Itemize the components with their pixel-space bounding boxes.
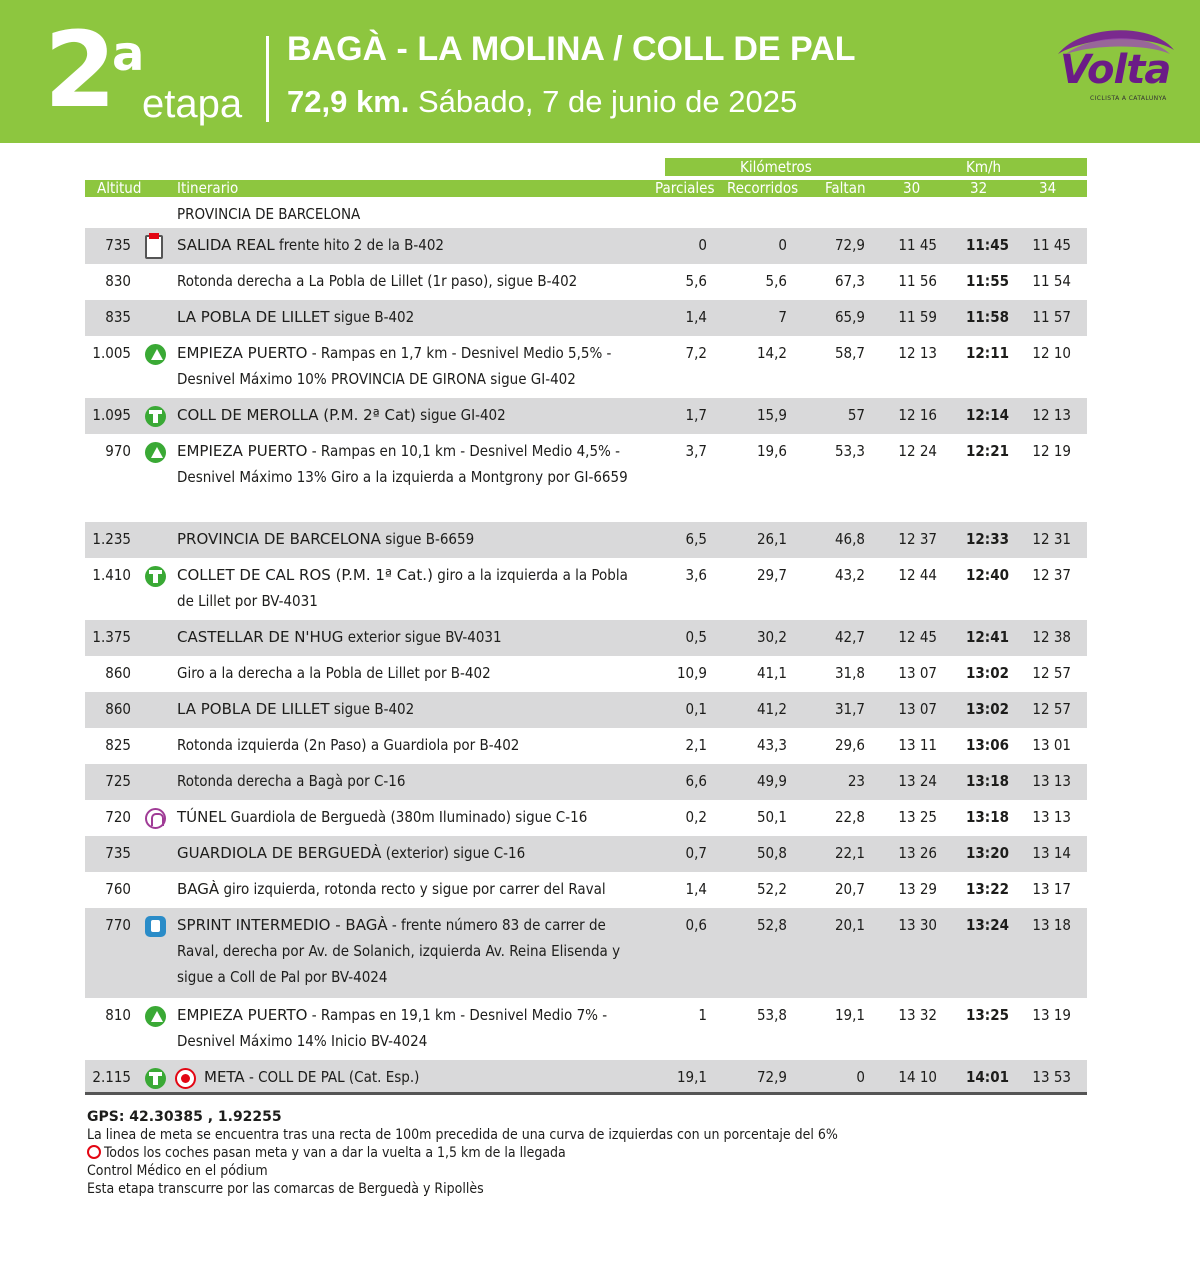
time-32kmh: 13:02 xyxy=(966,664,1009,682)
time-34kmh: 12 57 xyxy=(1032,700,1071,718)
time-30kmh: 13 29 xyxy=(898,880,937,898)
km-parciales: 10,9 xyxy=(676,664,707,682)
itinerary-desc: Rotonda izquierda (2n Paso) a Guardiola por B-402 xyxy=(177,736,520,754)
itinerary-desc: - Rampas en 10,1 km - Desnivel Medio 4,5% - Desnivel Máximo 13% Giro a la izquierda a Montgrony por GI-6659 xyxy=(177,442,628,486)
route-date: Sábado, 7 de junio de 2025 xyxy=(418,84,798,119)
time-32kmh: 13:06 xyxy=(966,736,1009,754)
km-faltan: 67,3 xyxy=(834,272,865,290)
col-speed-32: 32 xyxy=(970,179,988,197)
altitude: 725 xyxy=(105,772,131,790)
km-faltan: 57 xyxy=(847,406,865,424)
table-row xyxy=(85,692,1087,728)
time-30kmh: 12 37 xyxy=(898,530,937,548)
note-comarcas: Esta etapa transcurre por las comarcas de Berguedà y Ripollès xyxy=(87,1181,484,1197)
km-parciales: 6,6 xyxy=(685,772,707,790)
header-kilometros: Kilómetros xyxy=(740,158,812,176)
km-faltan: 23 xyxy=(847,772,865,790)
itinerary-text xyxy=(177,232,647,258)
km-faltan: 31,7 xyxy=(834,700,865,718)
itinerary-text xyxy=(177,624,647,650)
km-recorridos: 52,2 xyxy=(756,880,787,898)
km-recorridos: 30,2 xyxy=(756,628,787,646)
time-30kmh: 13 07 xyxy=(898,664,937,682)
time-34kmh: 13 01 xyxy=(1032,736,1071,754)
altitude: 1.095 xyxy=(92,406,131,424)
header-group-bar xyxy=(665,158,1087,176)
itinerary-title: CASTELLAR DE N'HUG xyxy=(177,628,344,646)
altitude: 1.375 xyxy=(92,628,131,646)
time-32kmh: 12:41 xyxy=(966,628,1009,646)
itinerary-desc: sigue GI-402 xyxy=(415,406,506,424)
car-ring-icon xyxy=(87,1145,101,1159)
time-32kmh: 11:55 xyxy=(966,272,1009,290)
itinerary-table xyxy=(85,198,1087,1092)
col-itinerario: Itinerario xyxy=(177,179,239,197)
table-row xyxy=(85,764,1087,800)
time-30kmh: 12 16 xyxy=(898,406,937,424)
itinerary-title: LA POBLA DE LILLET xyxy=(177,700,330,718)
route-title: BAGÀ - LA MOLINA / COLL DE PAL xyxy=(287,30,856,68)
altitude: 1.410 xyxy=(92,566,131,584)
gps-coordinates: GPS: 42.30385 , 1.92255 xyxy=(87,1109,282,1125)
altitude: 735 xyxy=(105,236,131,254)
time-34kmh: 13 17 xyxy=(1032,880,1071,898)
itinerary-text xyxy=(177,526,647,552)
time-30kmh: 13 32 xyxy=(898,1006,937,1024)
km-faltan: 0 xyxy=(856,1068,865,1086)
km-parciales: 0,7 xyxy=(685,844,707,862)
itinerary-text xyxy=(177,268,647,294)
itinerary-title: BAGÀ xyxy=(177,880,220,898)
itinerary-text xyxy=(177,696,647,722)
itinerary-desc: sigue B-402 xyxy=(329,700,415,718)
climb-start-icon xyxy=(145,341,166,367)
time-34kmh: 13 53 xyxy=(1032,1068,1071,1086)
time-32kmh: 13:22 xyxy=(966,880,1009,898)
time-32kmh: 11:45 xyxy=(966,236,1009,254)
climb-start-icon xyxy=(145,439,166,465)
altitude: 860 xyxy=(105,700,131,718)
altitude: 835 xyxy=(105,308,131,326)
table-row xyxy=(85,620,1087,656)
itinerary-text xyxy=(177,732,647,758)
km-parciales: 1,4 xyxy=(685,308,707,326)
itinerary-desc: - Rampas en 1,7 km - Desnivel Medio 5,5% - Desnivel Máximo 10% PROVINCIA DE GIRONA sigue GI-402 xyxy=(177,344,612,388)
km-recorridos: 52,8 xyxy=(756,916,787,934)
itinerary-desc: Guardiola de Berguedà (380m Iluminado) sigue C-16 xyxy=(226,808,588,826)
km-parciales: 3,6 xyxy=(685,566,707,584)
km-recorridos: 15,9 xyxy=(756,406,787,424)
table-row xyxy=(85,800,1087,836)
table-row xyxy=(85,872,1087,908)
altitude: 1.235 xyxy=(92,530,131,548)
km-faltan: 43,2 xyxy=(834,566,865,584)
volta-logo-text: Volta xyxy=(1060,47,1171,93)
itinerary-title: EMPIEZA PUERTO xyxy=(177,344,308,362)
mountain-pass-icon xyxy=(145,1065,166,1091)
altitude: 830 xyxy=(105,272,131,290)
route-subtitle xyxy=(287,86,797,117)
km-parciales: 1,7 xyxy=(685,406,707,424)
altitude: 720 xyxy=(105,808,131,826)
itinerary-text xyxy=(177,1002,647,1054)
mountain-pass-icon xyxy=(145,563,166,589)
itinerary-desc: sigue B-6659 xyxy=(380,530,475,548)
time-34kmh: 12 10 xyxy=(1032,344,1071,362)
col-faltan: Faltan xyxy=(825,179,866,197)
table-row xyxy=(85,998,1087,1060)
km-faltan: 46,8 xyxy=(834,530,865,548)
note-medical: Control Médico en el pódium xyxy=(87,1163,268,1179)
time-30kmh: 14 10 xyxy=(898,1068,937,1086)
itinerary-text xyxy=(177,340,647,392)
itinerary-text xyxy=(177,876,647,902)
km-parciales: 1 xyxy=(698,1006,707,1024)
itinerary-title: TÚNEL xyxy=(177,808,227,826)
table-row xyxy=(85,908,1087,998)
table-header xyxy=(85,180,1087,197)
itinerary-desc: - Rampas en 19,1 km - Desnivel Medio 7% - Desnivel Máximo 14% Inicio BV-4024 xyxy=(177,1006,608,1050)
itinerary-desc: frente hito 2 de la B-402 xyxy=(274,236,445,254)
itinerary-text xyxy=(177,768,647,794)
sprint-icon xyxy=(145,913,166,939)
tunnel-icon xyxy=(145,805,166,831)
km-recorridos: 14,2 xyxy=(756,344,787,362)
stage-number-suffix: a xyxy=(112,26,145,82)
time-30kmh: 11 59 xyxy=(898,308,937,326)
itinerary-text xyxy=(177,304,647,330)
time-30kmh: 12 44 xyxy=(898,566,937,584)
km-faltan: 42,7 xyxy=(834,628,865,646)
km-faltan: 20,7 xyxy=(834,880,865,898)
km-faltan: 72,9 xyxy=(834,236,865,254)
time-32kmh: 13:18 xyxy=(966,808,1009,826)
time-32kmh: 12:40 xyxy=(966,566,1009,584)
time-30kmh: 13 11 xyxy=(898,736,937,754)
table-row xyxy=(85,300,1087,336)
km-recorridos: 26,1 xyxy=(756,530,787,548)
note-cars-text: Todos los coches pasan meta y van a dar la vuelta a 1,5 km de la llegada xyxy=(104,1145,566,1161)
table-row xyxy=(85,656,1087,692)
km-parciales: 0,1 xyxy=(685,700,707,718)
itinerary-desc: - frente número 83 de carrer de Raval, derecha por Av. de Solanich, izquierda Av. Reina Elisenda y sigue a Coll de Pal por BV-4024 xyxy=(177,916,621,986)
itinerary-text xyxy=(177,912,647,990)
table-row xyxy=(85,522,1087,558)
km-recorridos: 50,8 xyxy=(756,844,787,862)
time-34kmh: 12 19 xyxy=(1032,442,1071,460)
itinerary-title: COLLET DE CAL ROS (P.M. 1ª Cat.) xyxy=(177,566,433,584)
itinerary-text xyxy=(204,1064,674,1090)
km-parciales: 0,2 xyxy=(685,808,707,826)
itinerary-desc: Giro a la derecha a la Pobla de Lillet por B-402 xyxy=(177,664,491,682)
itinerary-desc: - COLL DE PAL (Cat. Esp.) xyxy=(244,1068,420,1086)
time-32kmh: 13:18 xyxy=(966,772,1009,790)
itinerary-desc: exterior sigue BV-4031 xyxy=(343,628,502,646)
finish-icon xyxy=(175,1065,196,1091)
itinerary-title: COLL DE MEROLLA (P.M. 2ª Cat) xyxy=(177,406,416,424)
itinerary-title: EMPIEZA PUERTO xyxy=(177,1006,308,1024)
itinerary-title: PROVINCIA DE BARCELONA xyxy=(177,530,381,548)
time-34kmh: 13 18 xyxy=(1032,916,1071,934)
itinerary-title: SPRINT INTERMEDIO - BAGÀ xyxy=(177,916,388,934)
km-recorridos: 41,2 xyxy=(756,700,787,718)
altitude: 760 xyxy=(105,880,131,898)
province-label: PROVINCIA DE BARCELONA xyxy=(177,205,361,223)
itinerary-desc: Rotonda derecha a Bagà por C-16 xyxy=(177,772,406,790)
time-34kmh: 12 31 xyxy=(1032,530,1071,548)
km-parciales: 5,6 xyxy=(685,272,707,290)
itinerary-title: LA POBLA DE LILLET xyxy=(177,308,330,326)
table-row xyxy=(85,434,1087,522)
itinerary-text xyxy=(177,840,647,866)
table-row xyxy=(85,1060,1087,1092)
time-34kmh: 12 38 xyxy=(1032,628,1071,646)
altitude: 770 xyxy=(105,916,131,934)
itinerary-title: SALIDA REAL xyxy=(177,236,275,254)
altitude: 810 xyxy=(105,1006,131,1024)
stage-word: etapa xyxy=(142,82,243,126)
km-faltan: 19,1 xyxy=(834,1006,865,1024)
km-parciales: 1,4 xyxy=(685,880,707,898)
table-row xyxy=(85,264,1087,300)
time-34kmh: 12 13 xyxy=(1032,406,1071,424)
time-32kmh: 12:11 xyxy=(966,344,1009,362)
time-32kmh: 12:14 xyxy=(966,406,1009,424)
table-row xyxy=(85,728,1087,764)
itinerary-title: META xyxy=(204,1068,245,1086)
time-34kmh: 13 19 xyxy=(1032,1006,1071,1024)
km-recorridos: 29,7 xyxy=(756,566,787,584)
itinerary-text xyxy=(177,804,647,830)
itinerary-desc: giro izquierda, rotonda recto y sigue por carrer del Raval xyxy=(219,880,606,898)
col-recorridos: Recorridos xyxy=(727,179,799,197)
col-speed-34: 34 xyxy=(1039,179,1057,197)
km-recorridos: 19,6 xyxy=(756,442,787,460)
col-speed-30: 30 xyxy=(903,179,921,197)
time-30kmh: 11 45 xyxy=(898,236,937,254)
km-faltan: 22,8 xyxy=(834,808,865,826)
altitude: 735 xyxy=(105,844,131,862)
itinerary-desc: giro a la izquierda a la Pobla de Lillet por BV-4031 xyxy=(177,566,628,610)
time-32kmh: 13:24 xyxy=(966,916,1009,934)
table-row xyxy=(85,836,1087,872)
time-34kmh: 13 13 xyxy=(1032,808,1071,826)
km-parciales: 3,7 xyxy=(685,442,707,460)
table-row xyxy=(85,228,1087,264)
km-parciales: 19,1 xyxy=(676,1068,707,1086)
time-32kmh: 12:33 xyxy=(966,530,1009,548)
km-recorridos: 50,1 xyxy=(756,808,787,826)
time-32kmh: 14:01 xyxy=(966,1068,1009,1086)
km-faltan: 22,1 xyxy=(834,844,865,862)
itinerary-title: EMPIEZA PUERTO xyxy=(177,442,308,460)
itinerary-desc: sigue B-402 xyxy=(329,308,415,326)
altitude: 860 xyxy=(105,664,131,682)
time-32kmh: 12:21 xyxy=(966,442,1009,460)
km-recorridos: 7 xyxy=(778,308,787,326)
header-kmh: Km/h xyxy=(966,158,1002,176)
time-30kmh: 13 07 xyxy=(898,700,937,718)
km-faltan: 58,7 xyxy=(834,344,865,362)
itinerary-desc: (exterior) sigue C-16 xyxy=(381,844,526,862)
time-30kmh: 12 13 xyxy=(898,344,937,362)
time-32kmh: 13:25 xyxy=(966,1006,1009,1024)
time-30kmh: 13 24 xyxy=(898,772,937,790)
km-faltan: 29,6 xyxy=(834,736,865,754)
note-finish-line: La linea de meta se encuentra tras una recta de 100m precedida de una curva de izquierdas con un porcentaje del 6% xyxy=(87,1127,838,1143)
km-parciales: 0 xyxy=(698,236,707,254)
km-faltan: 65,9 xyxy=(834,308,865,326)
time-30kmh: 11 56 xyxy=(898,272,937,290)
km-faltan: 31,8 xyxy=(834,664,865,682)
route-distance: 72,9 km. xyxy=(287,84,410,119)
km-recorridos: 53,8 xyxy=(756,1006,787,1024)
banner-divider xyxy=(266,36,269,122)
km-recorridos: 41,1 xyxy=(756,664,787,682)
itinerary-text xyxy=(177,562,647,614)
time-34kmh: 13 14 xyxy=(1032,844,1071,862)
pre-row xyxy=(85,198,1087,228)
itinerary-title: GUARDIOLA DE BERGUEDÀ xyxy=(177,844,382,862)
time-34kmh: 11 45 xyxy=(1032,236,1071,254)
time-32kmh: 11:58 xyxy=(966,308,1009,326)
notes xyxy=(87,1108,838,1198)
km-faltan: 20,1 xyxy=(834,916,865,934)
time-30kmh: 13 30 xyxy=(898,916,937,934)
itinerary-text xyxy=(177,402,647,428)
start-icon xyxy=(145,233,163,259)
table-row xyxy=(85,336,1087,398)
itinerary-desc: Rotonda derecha a La Pobla de Lillet (1r paso), sigue B-402 xyxy=(177,272,578,290)
km-recorridos: 0 xyxy=(778,236,787,254)
altitude: 825 xyxy=(105,736,131,754)
km-faltan: 53,3 xyxy=(834,442,865,460)
time-34kmh: 12 57 xyxy=(1032,664,1071,682)
stage-number: 2 xyxy=(44,9,113,131)
volta-logo-subtitle: CICLISTA A CATALUNYA xyxy=(1090,95,1167,102)
altitude: 2.115 xyxy=(92,1068,131,1086)
time-34kmh: 13 13 xyxy=(1032,772,1071,790)
col-altitud: Altitud xyxy=(97,179,142,197)
km-recorridos: 72,9 xyxy=(756,1068,787,1086)
time-34kmh: 11 57 xyxy=(1032,308,1071,326)
table-row xyxy=(85,398,1087,434)
time-30kmh: 13 25 xyxy=(898,808,937,826)
km-parciales: 0,5 xyxy=(685,628,707,646)
time-34kmh: 12 37 xyxy=(1032,566,1071,584)
time-34kmh: 11 54 xyxy=(1032,272,1071,290)
climb-start-icon xyxy=(145,1003,166,1029)
km-recorridos: 49,9 xyxy=(756,772,787,790)
time-32kmh: 13:20 xyxy=(966,844,1009,862)
table-bottom-rule xyxy=(85,1092,1087,1095)
km-parciales: 6,5 xyxy=(685,530,707,548)
km-recorridos: 43,3 xyxy=(756,736,787,754)
km-parciales: 2,1 xyxy=(685,736,707,754)
altitude: 970 xyxy=(105,442,131,460)
time-30kmh: 12 24 xyxy=(898,442,937,460)
time-30kmh: 13 26 xyxy=(898,844,937,862)
col-parciales: Parciales xyxy=(655,179,715,197)
note-cars xyxy=(87,1144,838,1162)
mountain-pass-icon xyxy=(145,403,166,429)
km-parciales: 0,6 xyxy=(685,916,707,934)
itinerary-text xyxy=(177,660,647,686)
itinerary-text xyxy=(177,438,647,490)
km-recorridos: 5,6 xyxy=(765,272,787,290)
altitude: 1.005 xyxy=(92,344,131,362)
km-parciales: 7,2 xyxy=(685,344,707,362)
time-32kmh: 13:02 xyxy=(966,700,1009,718)
time-30kmh: 12 45 xyxy=(898,628,937,646)
table-row xyxy=(85,558,1087,620)
